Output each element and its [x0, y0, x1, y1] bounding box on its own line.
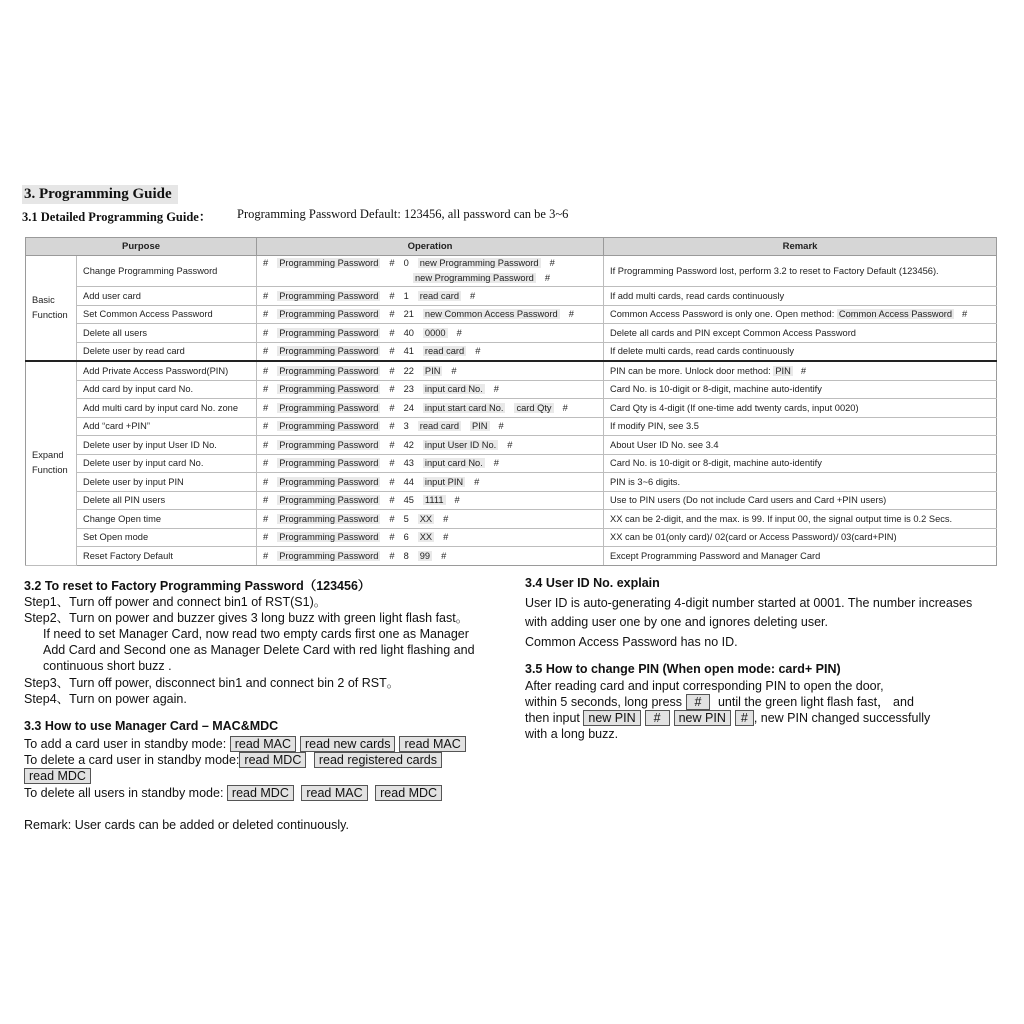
- changepin-heading: 3.5 How to change PIN (When open mode: card+ PIN): [525, 662, 841, 676]
- operation-token: 0000: [424, 327, 446, 338]
- userid-line1: User ID is auto-generating 4-digit number started at 0001. The number increases: [525, 596, 973, 610]
- manager-heading: 3.3 How to use Manager Card – MAC&MDC: [24, 719, 279, 733]
- operation-token: #: [263, 532, 269, 543]
- operation-token: #: [263, 495, 269, 506]
- operation-token: #: [263, 513, 269, 524]
- remark-cell: [604, 305, 997, 324]
- table-row: [26, 287, 997, 306]
- manager-del-label: To delete a card user in standby mode:: [24, 753, 240, 767]
- userid-heading: 3.4 User ID No. explain: [525, 576, 660, 590]
- remark-text: Except Programming Password and Manager Card: [610, 550, 821, 561]
- remark-cell: [604, 547, 997, 566]
- remark-cell: [604, 510, 997, 529]
- operation-token: #: [493, 384, 499, 395]
- operation-token: #: [263, 258, 269, 268]
- operation-token: #: [456, 327, 462, 338]
- changepin-line3-a: then input: [525, 711, 580, 725]
- table-row: [26, 342, 997, 361]
- remark-cell: [604, 417, 997, 436]
- purpose-cell: Set Open mode: [77, 528, 257, 547]
- remark-text: PIN is 3~6 digits.: [610, 476, 681, 487]
- operation-token: 45: [403, 495, 414, 506]
- remark-text: Card No. is 10-digit or 8-digit, machine auto-identify: [610, 458, 822, 469]
- operation-token: #: [475, 346, 481, 357]
- manager-delall-line: [24, 785, 446, 801]
- purpose-cell: Add multi card by input card No. zone: [77, 399, 257, 418]
- remark-highlight: PIN: [775, 365, 791, 376]
- operation-token: #: [454, 495, 460, 506]
- operation-token: #: [562, 402, 568, 413]
- operation-token: #: [474, 476, 480, 487]
- operation-token: Programming Password: [279, 550, 379, 561]
- operation-token: 42: [403, 439, 414, 450]
- reset-step3: Step3、Turn off power, disconnect bin1 and connect bin 2 of RST。: [24, 676, 400, 690]
- key-read-registered-cards: read registered cards: [314, 752, 442, 768]
- operation-token: #: [443, 513, 449, 524]
- operation-token: PIN: [424, 365, 441, 376]
- remark-text: XX can be 2-digit, and the max. is 99. If input 00, the signal output time is 0.2 Secs.: [610, 513, 953, 524]
- manager-add-line: [24, 736, 470, 752]
- operation-token: #: [263, 290, 269, 301]
- operation-token: Programming Password: [279, 495, 379, 506]
- remark-text: If Programming Password lost, perform 3.2 to reset to Factory Default (123456).: [610, 266, 939, 276]
- remark-cell: [604, 454, 997, 473]
- operation-token: 41: [403, 346, 414, 357]
- operation-token: #: [389, 402, 395, 413]
- operation-cell: [257, 361, 604, 380]
- operation-token: #: [389, 476, 395, 487]
- key-hash: #: [735, 710, 754, 726]
- remark-cell: [604, 528, 997, 547]
- changepin-line2: [525, 694, 914, 710]
- operation-token: #: [263, 384, 269, 395]
- operation-token: #: [389, 365, 395, 376]
- operation-token: read card: [419, 290, 460, 301]
- operation-cell: [257, 324, 604, 343]
- operation-token: Programming Password: [279, 421, 379, 432]
- remark-text: Common Access Password is only one. Open method:: [610, 309, 837, 320]
- table-row: [26, 436, 997, 455]
- group-label-line: Expand: [32, 450, 64, 461]
- purpose-cell: Delete all users: [77, 324, 257, 343]
- changepin-line2-b: until the green light flash fast， and: [717, 695, 914, 709]
- remark-cell: [604, 287, 997, 306]
- operation-token: Programming Password: [279, 532, 379, 543]
- operation-token: #: [263, 421, 269, 432]
- programming-table: [25, 237, 997, 566]
- operation-token: 24: [403, 402, 414, 413]
- operation-token: input start card No.: [424, 402, 504, 413]
- subsection-title: 3.1 Detailed Programming Guide：: [22, 210, 212, 224]
- operation-token: new Programming Password: [419, 258, 539, 268]
- operation-token: Programming Password: [279, 365, 379, 376]
- operation-token: #: [263, 550, 269, 561]
- operation-token: Programming Password: [279, 290, 379, 301]
- operation-token: #: [389, 327, 395, 338]
- operation-token: #: [493, 458, 499, 469]
- remark-tail: #: [962, 309, 968, 320]
- operation-token: #: [263, 402, 269, 413]
- operation-token: #: [263, 476, 269, 487]
- operation-token: #: [389, 258, 395, 268]
- remark-cell: [604, 256, 997, 287]
- operation-token: #: [263, 309, 269, 320]
- section-title: 3. Programming Guide: [22, 185, 178, 204]
- operation-token: 0: [403, 258, 409, 268]
- operation-cell: [257, 256, 604, 287]
- operation-cell: [257, 287, 604, 306]
- operation-token: #: [441, 550, 447, 561]
- operation-token: 6: [403, 532, 409, 543]
- operation-token: #: [389, 384, 395, 395]
- remark-text: XX can be 01(only card)/ 02(card or Access Password)/ 03(card+PIN): [610, 532, 897, 543]
- operation-cell: [257, 547, 604, 566]
- table-row: [26, 528, 997, 547]
- group-label-line: Basic: [32, 295, 55, 305]
- changepin-line3-b: , new PIN changed successfully: [753, 711, 931, 725]
- key-read-mac: read MAC: [230, 736, 296, 752]
- operation-token: #: [263, 365, 269, 376]
- remark-cell: [604, 324, 997, 343]
- operation-token: 99: [419, 550, 431, 561]
- operation-token: #: [389, 309, 395, 320]
- operation-token: Programming Password: [279, 258, 379, 268]
- key-read-new-cards: read new cards: [300, 736, 395, 752]
- remark-text: If add multi cards, read cards continuously: [610, 290, 785, 301]
- key-read-mdc: read MDC: [227, 785, 294, 801]
- remark-cell: [604, 399, 997, 418]
- operation-cell: [257, 510, 604, 529]
- table-row: [26, 324, 997, 343]
- operation-token: #: [389, 532, 395, 543]
- table-row: [26, 491, 997, 510]
- reset-step1: Step1、Turn off power and connect bin1 of RST(S1)。: [24, 595, 327, 609]
- manager-add-label: To add a card user in standby mode:: [24, 737, 227, 751]
- operation-cell: [257, 491, 604, 510]
- operation-token: Programming Password: [279, 309, 379, 320]
- operation-token: 43: [403, 458, 414, 469]
- operation-token: #: [389, 439, 395, 450]
- operation-token: #: [470, 290, 476, 301]
- operation-cell: [257, 342, 604, 361]
- changepin-line1: After reading card and input corresponding PIN to open the door,: [525, 679, 884, 693]
- remark-text: About User ID No. see 3.4: [610, 439, 719, 450]
- operation-token: 22: [403, 365, 414, 376]
- manager-delall-label: To delete all users in standby mode:: [24, 786, 224, 800]
- operation-token: #: [389, 458, 395, 469]
- purpose-cell: Delete user by input card No.: [77, 454, 257, 473]
- remark-cell: [604, 473, 997, 492]
- operation-token: #: [451, 365, 457, 376]
- purpose-cell: Delete user by input PIN: [77, 473, 257, 492]
- operation-token: Programming Password: [279, 439, 379, 450]
- operation-token: #: [568, 309, 574, 320]
- operation-cell: [257, 399, 604, 418]
- operation-cell: [257, 454, 604, 473]
- purpose-cell: Add Private Access Password(PIN): [77, 361, 257, 380]
- header-operation: Operation: [257, 238, 604, 256]
- purpose-cell: Change Open time: [77, 510, 257, 529]
- purpose-cell: Add user card: [77, 287, 257, 306]
- operation-token: input card No.: [424, 384, 483, 395]
- operation-token: #: [389, 290, 395, 301]
- remark-cell: [604, 436, 997, 455]
- operation-token: #: [263, 439, 269, 450]
- operation-token: #: [389, 550, 395, 561]
- operation-token: Programming Password: [279, 327, 379, 338]
- purpose-cell: Add “card +PIN”: [77, 417, 257, 436]
- operation-token: Programming Password: [279, 513, 379, 524]
- remark-text: Card No. is 10-digit or 8-digit, machine auto-identify: [610, 384, 822, 395]
- operation-token: #: [507, 439, 513, 450]
- operation-token: Programming Password: [279, 476, 379, 487]
- header-remark: Remark: [604, 238, 997, 256]
- manager-del-line: [24, 752, 446, 768]
- table-row: [26, 256, 997, 287]
- table-row: [26, 380, 997, 399]
- operation-token: 44: [403, 476, 414, 487]
- operation-token: input card No.: [424, 458, 483, 469]
- key-new-pin: new PIN: [674, 710, 731, 726]
- operation-token: #: [498, 421, 504, 432]
- userid-line2: with adding user one by one and ignores deleting user.: [525, 615, 828, 629]
- operation-token: read card: [424, 346, 465, 357]
- operation-token: #: [549, 258, 555, 268]
- reset-step2-sub1: If need to set Manager Card, now read two empty cards first one as Manager: [43, 627, 469, 641]
- operation-token: 40: [403, 327, 414, 338]
- table-header-row: [26, 238, 997, 256]
- operation-token: 23: [403, 384, 414, 395]
- operation-token: #: [443, 532, 449, 543]
- group-label: [26, 361, 77, 565]
- manager-del-line-wrap: [24, 768, 91, 784]
- changepin-line2-a: within 5 seconds, long press: [525, 695, 683, 709]
- group-label-line: Function: [32, 310, 68, 320]
- table-row: [26, 454, 997, 473]
- operation-token: 21: [403, 309, 414, 320]
- operation-token: #: [389, 513, 395, 524]
- remark-text: PIN can be more. Unlock door method:: [610, 365, 774, 376]
- operation-cell: [257, 417, 604, 436]
- purpose-cell: Set Common Access Password: [77, 305, 257, 324]
- operation-cell: [257, 473, 604, 492]
- operation-cell: [257, 436, 604, 455]
- operation-cell: [257, 528, 604, 547]
- operation-token: new Programming Password: [415, 273, 534, 283]
- purpose-cell: Delete user by read card: [77, 342, 257, 361]
- reset-step2-sub2: Add Card and Second one as Manager Delete Card with red light flashing and: [43, 643, 475, 657]
- operation-token: card Qty: [516, 402, 552, 413]
- operation-token: XX: [419, 513, 433, 524]
- manager-remark: Remark: User cards can be added or deleted continuously.: [24, 818, 349, 832]
- table-row: [26, 547, 997, 566]
- operation-token: input PIN: [424, 476, 464, 487]
- remark-text: If delete multi cards, read cards continuously: [610, 346, 794, 357]
- remark-cell: [604, 342, 997, 361]
- operation-token: 1111: [424, 495, 444, 506]
- operation-token: PIN: [472, 421, 488, 432]
- table-row: [26, 473, 997, 492]
- operation-token: Programming Password: [279, 402, 379, 413]
- operation-token: new Common Access Password: [424, 309, 558, 320]
- reset-step2-sub3: continuous short buzz .: [43, 659, 172, 673]
- key-read-mdc: read MDC: [375, 785, 442, 801]
- key-read-mac: read MAC: [399, 736, 465, 752]
- table-row: [26, 361, 997, 380]
- default-password-note: Programming Password Default: 123456, all password can be 3~6: [237, 207, 569, 221]
- operation-token: #: [544, 273, 551, 283]
- operation-token: 3: [403, 421, 409, 432]
- purpose-cell: Delete user by input User ID No.: [77, 436, 257, 455]
- operation-cell: [257, 305, 604, 324]
- table-row: [26, 510, 997, 529]
- table-row: [26, 417, 997, 436]
- remark-text: If modify PIN, see 3.5: [610, 421, 699, 432]
- remark-cell: [604, 380, 997, 399]
- reset-step4: Step4、Turn on power again.: [24, 692, 187, 706]
- remark-cell: [604, 491, 997, 510]
- operation-line: [263, 271, 603, 286]
- table-row: [26, 305, 997, 324]
- operation-token: XX: [419, 532, 433, 543]
- key-read-mac: read MAC: [301, 785, 367, 801]
- operation-line: [263, 256, 603, 271]
- operation-token: 5: [403, 513, 409, 524]
- group-label: [26, 256, 77, 362]
- remark-text: Use to PIN users (Do not include Card users and Card +PIN users): [610, 495, 887, 506]
- operation-token: #: [263, 327, 269, 338]
- purpose-cell: Change Programming Password: [77, 256, 257, 287]
- reset-heading: 3.2 To reset to Factory Programming Password（123456）: [24, 579, 371, 593]
- operation-token: 8: [403, 550, 409, 561]
- purpose-cell: Reset Factory Default: [77, 547, 257, 566]
- operation-token: 1: [403, 290, 409, 301]
- key-hash: #: [686, 694, 711, 710]
- purpose-cell: Add card by input card No.: [77, 380, 257, 399]
- operation-token: #: [389, 495, 395, 506]
- key-new-pin: new PIN: [583, 710, 640, 726]
- changepin-line3: [525, 710, 930, 726]
- operation-token: read card: [419, 421, 460, 432]
- operation-token: Programming Password: [279, 458, 379, 469]
- remark-text: Card Qty is 4-digit (If one-time add twenty cards, input 0020): [610, 402, 859, 413]
- key-read-mdc: read MDC: [24, 768, 91, 784]
- reset-step2: Step2、Turn on power and buzzer gives 3 long buzz with green light flash fast。: [24, 611, 469, 625]
- remark-text: Delete all cards and PIN except Common Access Password: [610, 327, 856, 338]
- operation-token: Programming Password: [279, 346, 379, 357]
- userid-line3: Common Access Password has no ID.: [525, 635, 738, 649]
- remark-cell: [604, 361, 997, 380]
- key-read-mdc: read MDC: [239, 752, 306, 768]
- operation-token: #: [389, 421, 395, 432]
- operation-token: #: [263, 346, 269, 357]
- header-purpose: Purpose: [26, 238, 257, 256]
- operation-token: Programming Password: [279, 384, 379, 395]
- operation-cell: [257, 380, 604, 399]
- remark-tail: #: [800, 365, 806, 376]
- key-hash: #: [645, 710, 670, 726]
- group-label-line: Function: [32, 465, 68, 476]
- changepin-line4: with a long buzz.: [525, 727, 619, 741]
- remark-highlight: Common Access Password: [838, 309, 953, 320]
- table-row: [26, 399, 997, 418]
- operation-token: input User ID No.: [424, 439, 497, 450]
- purpose-cell: Delete all PIN users: [77, 491, 257, 510]
- operation-token: #: [389, 346, 395, 357]
- operation-token: #: [263, 458, 269, 469]
